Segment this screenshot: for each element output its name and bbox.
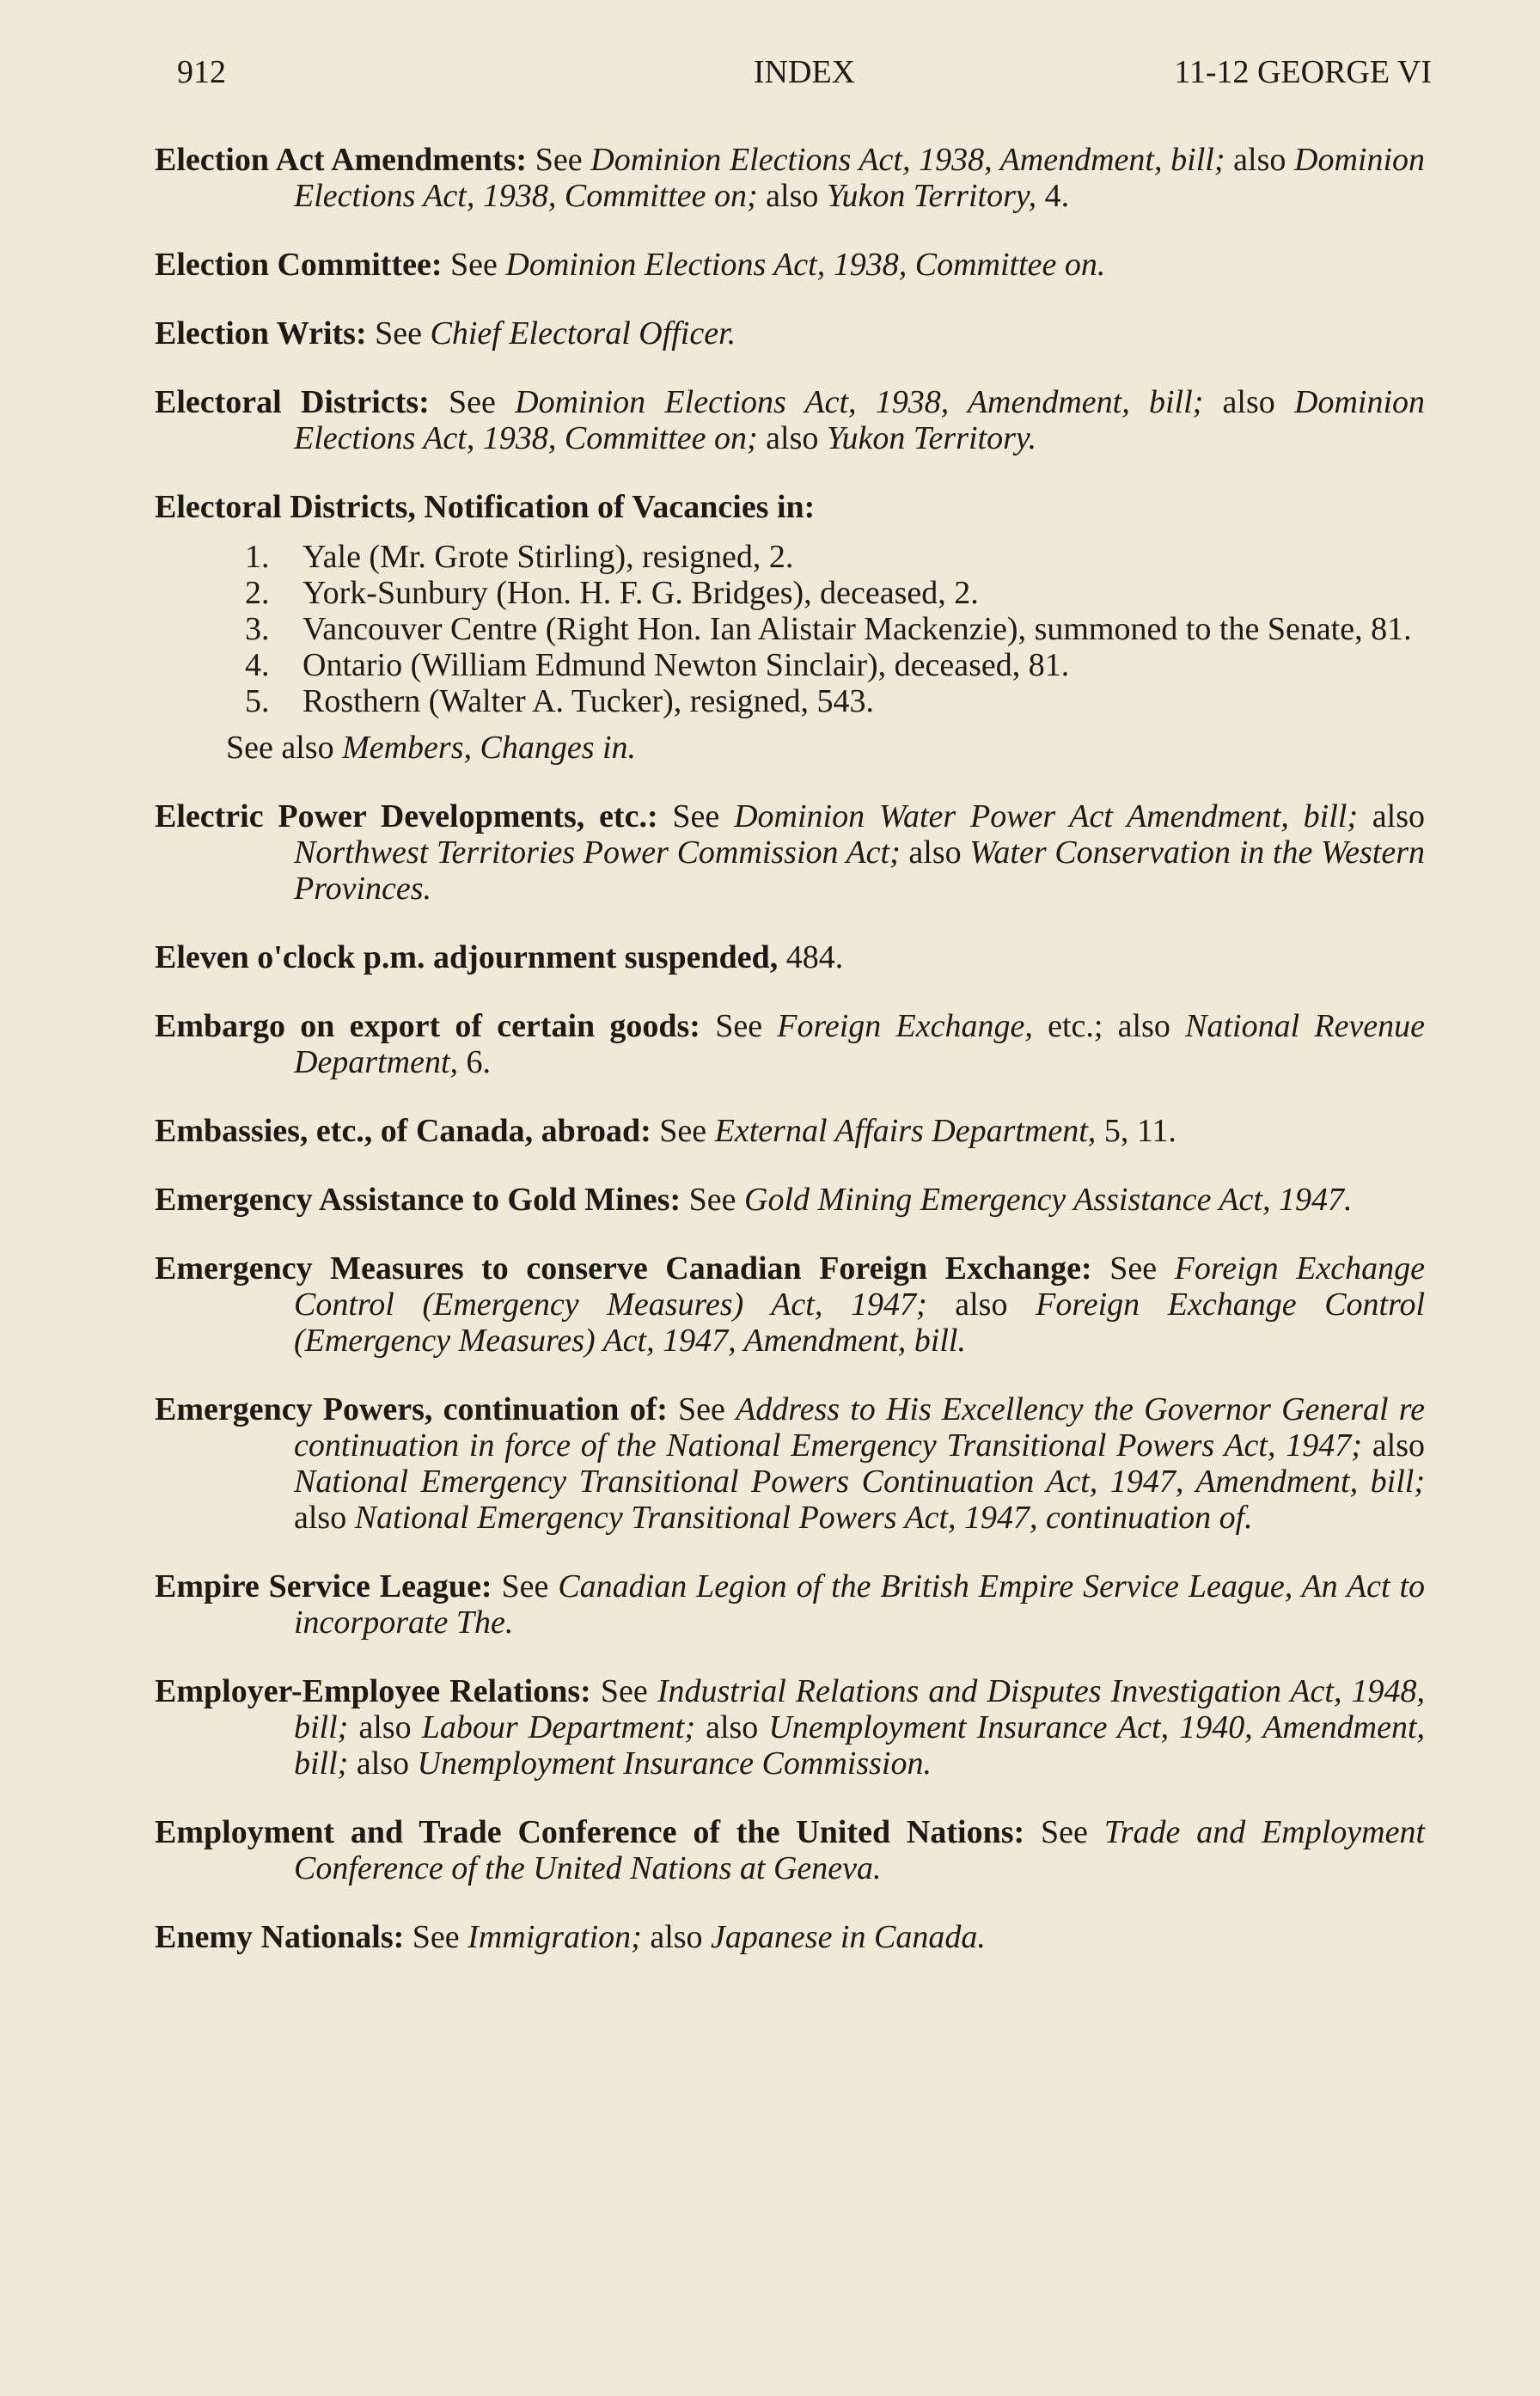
cross-reference: Water Conservation in the Western Provinces. [294, 834, 1425, 907]
page-reference: 5, 11. [1103, 1113, 1176, 1149]
page-number: 912 [177, 54, 226, 90]
entry-empire-service-league [155, 1568, 1425, 1641]
cross-reference: Yukon Territory, [826, 178, 1037, 214]
also-word: also [766, 420, 819, 456]
cross-reference: National Emergency Transitional Powers Act, 1947, continuation of. [354, 1500, 1253, 1536]
item-number: 1. [245, 539, 270, 575]
page-reference: 484. [785, 939, 844, 975]
see-word: See [659, 1113, 707, 1149]
also-word: also [766, 178, 819, 214]
cross-reference: Chief Electoral Officer. [430, 315, 736, 351]
entry-emergency-assistance [155, 1182, 1425, 1218]
cross-reference: Address to His Excellency the Governor General re continuation in force of the National Emergency Transitional Powers Act, 1947; [294, 1391, 1425, 1464]
see-word: See [501, 1568, 549, 1604]
entry-heading: Emergency Powers, continuation of: [155, 1391, 668, 1427]
item-text: Rosthern (Walter A. Tucker), resigned, 543. [302, 683, 874, 719]
cross-reference: Industrial Relations and Disputes Investigation Act, 1948, bill; [294, 1673, 1426, 1745]
item-text: Vancouver Centre (Right Hon. Ian Alistair Mackenzie), summoned to the Senate, 81. [302, 611, 1412, 647]
entry-embassies [155, 1113, 1425, 1149]
see-word: See [1109, 1250, 1158, 1287]
also-word: also [356, 1745, 410, 1782]
entry-heading: Emergency Measures to conserve Canadian Foreign Exchange: [155, 1250, 1092, 1287]
also-word: also [1117, 1008, 1170, 1044]
page-header [177, 53, 1432, 96]
entry-heading: Emergency Assistance to Gold Mines: [155, 1182, 681, 1218]
entry-heading: Election Committee: [155, 247, 443, 283]
also-word: also [706, 1709, 759, 1745]
entry-electric-power [155, 798, 1425, 907]
entry-election-writs [155, 315, 1425, 351]
etc-word: etc.; [1048, 1008, 1103, 1044]
item-text: Yale (Mr. Grote Stirling), resigned, 2. [302, 539, 794, 575]
see-word: See [375, 315, 423, 351]
also-word: also [1222, 384, 1275, 420]
see-word: See [412, 1919, 460, 1955]
see-word: See [600, 1673, 648, 1709]
entry-election-committee [155, 247, 1425, 283]
cross-reference: Dominion Elections Act, 1938, Committee on. [505, 247, 1106, 283]
entry-notification-of-vacancies [155, 489, 1425, 525]
cross-reference: Dominion Elections Act, 1938, Committee on; [294, 142, 1426, 214]
also-word: also [1233, 142, 1286, 178]
list-item [155, 611, 1425, 647]
entry-employer-employee-relations [155, 1673, 1425, 1782]
reign-label: 11-12 GEORGE VI [1174, 54, 1432, 90]
cross-reference: National Revenue Department, [294, 1008, 1426, 1080]
also-word: also [294, 1500, 347, 1536]
see-word: See [688, 1182, 736, 1218]
page-reference: 4. [1044, 178, 1070, 214]
see-word: See [450, 247, 498, 283]
item-number: 3. [245, 611, 270, 647]
list-item [155, 575, 1425, 611]
also-word: also [1372, 1427, 1425, 1464]
see-word: See [449, 384, 496, 420]
also-word: also [650, 1919, 703, 1955]
entry-heading: Empire Service League: [155, 1568, 492, 1604]
see-word: See [1041, 1814, 1088, 1850]
cross-reference: Dominion Elections Act, 1938, Amendment, bill; [515, 384, 1204, 420]
item-number: 5. [245, 683, 270, 719]
entry-emergency-powers [155, 1391, 1425, 1536]
entry-heading: Embassies, etc., of Canada, abroad: [155, 1113, 651, 1149]
entry-heading: Electoral Districts, Notification of Vacancies in: [155, 489, 816, 525]
entry-heading: Eleven o'clock p.m. adjournment suspended, [155, 939, 779, 975]
cross-reference: Labour Department; [421, 1709, 695, 1745]
item-text: Ontario (William Edmund Newton Sinclair), deceased, 81. [302, 647, 1070, 683]
cross-reference: Gold Mining Emergency Assistance Act, 1947. [744, 1182, 1353, 1218]
list-item [155, 647, 1425, 683]
entry-heading: Electric Power Developments, etc.: [155, 798, 658, 834]
cross-reference: External Affairs Department, [714, 1113, 1097, 1149]
cross-reference: Foreign Exchange Control (Emergency Measures) Act, 1947; [294, 1250, 1426, 1323]
entry-embargo [155, 1008, 1425, 1080]
cross-reference: Japanese in Canada. [711, 1919, 986, 1955]
entry-heading: Electoral Districts: [155, 384, 430, 420]
entry-employment-trade-conference [155, 1814, 1425, 1886]
see-word: See [678, 1391, 725, 1427]
entry-emergency-measures [155, 1250, 1425, 1359]
item-number: 2. [245, 575, 270, 611]
see-word: See [535, 142, 583, 178]
cross-reference: Foreign Exchange Control (Emergency Measures) Act, 1947, Amendment, bill. [294, 1287, 1426, 1359]
also-word: also [955, 1287, 1008, 1323]
index-entries [155, 142, 1425, 1988]
list-item [155, 539, 1425, 575]
entry-heading: Employment and Trade Conference of the United Nations: [155, 1814, 1025, 1850]
cross-reference: Dominion Water Power Act Amendment, bill; [734, 798, 1359, 834]
cross-reference: Northwest Territories Power Commission Act; [294, 834, 901, 871]
entry-election-act-amendments [155, 142, 1425, 214]
see-also-line [155, 730, 1425, 766]
entry-heading: Embargo on export of certain goods: [155, 1008, 700, 1044]
entry-heading: Employer-Employee Relations: [155, 1673, 591, 1709]
cross-reference: Canadian Legion of the British Empire Service League, An Act to incorporate The. [294, 1568, 1426, 1641]
item-number: 4. [245, 647, 270, 683]
cross-reference: Trade and Employment Conference of the United Nations at Geneva. [294, 1814, 1426, 1886]
entry-heading: Election Act Amendments: [155, 142, 528, 178]
entry-enemy-nationals [155, 1919, 1425, 1955]
page-reference: 6. [466, 1044, 492, 1080]
entry-heading: Election Writs: [155, 315, 367, 351]
cross-reference: Yukon Territory. [826, 420, 1037, 456]
cross-reference: Dominion Elections Act, 1938, Amendment, bill; [590, 142, 1225, 178]
list-item [155, 683, 1425, 719]
cross-reference: Unemployment Insurance Commission. [417, 1745, 932, 1782]
cross-reference: Immigration; [468, 1919, 642, 1955]
also-word: also [1372, 798, 1426, 834]
entry-heading: Enemy Nationals: [155, 1919, 405, 1955]
cross-reference: Dominion Elections Act, 1938, Committee on; [294, 384, 1426, 456]
vacancy-list [155, 539, 1425, 719]
cross-reference: Unemployment Insurance Act, 1940, Amendment, bill; [294, 1709, 1426, 1782]
entry-electoral-districts [155, 384, 1425, 456]
cross-reference: National Emergency Transitional Powers Continuation Act, 1947, Amendment, bill; [294, 1464, 1425, 1500]
cross-reference: Members, Changes in. [342, 730, 637, 766]
see-word: See [715, 1008, 763, 1044]
entry-eleven-oclock [155, 939, 1425, 975]
also-word: also [908, 834, 962, 871]
item-text: York-Sunbury (Hon. H. F. G. Bridges), deceased, 2. [302, 575, 979, 611]
cross-reference: Foreign Exchange, [777, 1008, 1033, 1044]
see-also-word: See also [226, 730, 334, 766]
also-word: also [358, 1709, 412, 1745]
see-word: See [672, 798, 720, 834]
running-title: INDEX [753, 54, 856, 90]
